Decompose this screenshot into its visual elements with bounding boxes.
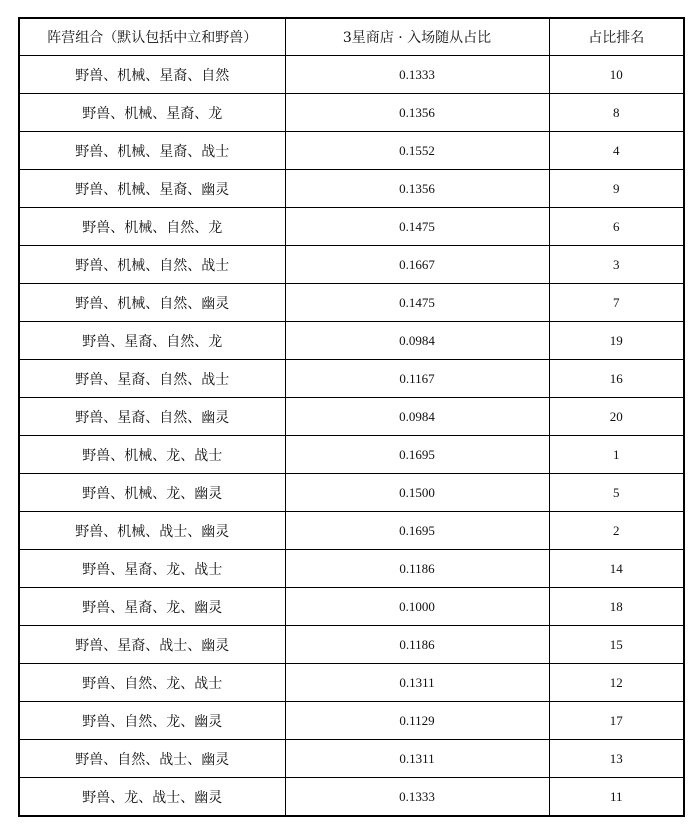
table-row: [19, 550, 684, 588]
cell-rank: 5: [549, 474, 684, 512]
cell-ratio: 0.1129: [285, 702, 549, 740]
cell-ratio: 0.1186: [285, 550, 549, 588]
cell-composition: 野兽、机械、自然、幽灵: [19, 284, 285, 322]
cell-composition: 野兽、星裔、战士、幽灵: [19, 626, 285, 664]
table-row: [19, 56, 684, 94]
cell-ratio: 0.1667: [285, 246, 549, 284]
cell-ratio: 0.1311: [285, 740, 549, 778]
cell-rank: 7: [549, 284, 684, 322]
cell-ratio: 0.1356: [285, 170, 549, 208]
table-row: [19, 740, 684, 778]
table-row: [19, 132, 684, 170]
cell-composition: 野兽、机械、星裔、战士: [19, 132, 285, 170]
table-row: [19, 94, 684, 132]
cell-composition: 野兽、自然、龙、幽灵: [19, 702, 285, 740]
table-row: [19, 512, 684, 550]
cell-ratio: 0.1475: [285, 284, 549, 322]
cell-composition: 野兽、机械、自然、战士: [19, 246, 285, 284]
cell-ratio: 0.1311: [285, 664, 549, 702]
table-row: [19, 246, 684, 284]
table-row: [19, 626, 684, 664]
cell-composition: 野兽、机械、星裔、自然: [19, 56, 285, 94]
cell-rank: 8: [549, 94, 684, 132]
cell-ratio: 0.1475: [285, 208, 549, 246]
cell-ratio: 0.1552: [285, 132, 549, 170]
table-row: [19, 170, 684, 208]
cell-composition: 野兽、星裔、自然、龙: [19, 322, 285, 360]
cell-ratio: 0.1695: [285, 512, 549, 550]
cell-ratio: 0.1167: [285, 360, 549, 398]
cell-rank: 1: [549, 436, 684, 474]
cell-composition: 野兽、自然、龙、战士: [19, 664, 285, 702]
cell-rank: 19: [549, 322, 684, 360]
cell-composition: 野兽、机械、战士、幽灵: [19, 512, 285, 550]
cell-rank: 9: [549, 170, 684, 208]
cell-rank: 15: [549, 626, 684, 664]
cell-composition: 野兽、龙、战士、幽灵: [19, 778, 285, 817]
cell-rank: 2: [549, 512, 684, 550]
cell-rank: 6: [549, 208, 684, 246]
table-row: [19, 588, 684, 626]
cell-ratio: 0.1186: [285, 626, 549, 664]
header-rank: 占比排名: [549, 18, 684, 56]
cell-ratio: 0.1695: [285, 436, 549, 474]
table-header-row: [19, 18, 684, 56]
cell-composition: 野兽、机械、龙、幽灵: [19, 474, 285, 512]
cell-rank: 13: [549, 740, 684, 778]
cell-composition: 野兽、机械、龙、战士: [19, 436, 285, 474]
table-row: [19, 360, 684, 398]
table-row: [19, 702, 684, 740]
cell-composition: 野兽、机械、星裔、龙: [19, 94, 285, 132]
cell-ratio: 0.1333: [285, 778, 549, 817]
cell-ratio: 0.1000: [285, 588, 549, 626]
cell-rank: 17: [549, 702, 684, 740]
cell-composition: 野兽、星裔、自然、幽灵: [19, 398, 285, 436]
cell-rank: 20: [549, 398, 684, 436]
cell-ratio: 0.1500: [285, 474, 549, 512]
table-row: [19, 474, 684, 512]
header-ratio: 3星商店 · 入场随从占比: [285, 18, 549, 56]
composition-ratio-table: [18, 17, 685, 817]
cell-composition: 野兽、机械、自然、龙: [19, 208, 285, 246]
cell-composition: 野兽、星裔、自然、战士: [19, 360, 285, 398]
table-row: [19, 208, 684, 246]
table-row: [19, 436, 684, 474]
cell-ratio: 0.1333: [285, 56, 549, 94]
cell-rank: 18: [549, 588, 684, 626]
cell-composition: 野兽、机械、星裔、幽灵: [19, 170, 285, 208]
cell-rank: 14: [549, 550, 684, 588]
cell-composition: 野兽、星裔、龙、战士: [19, 550, 285, 588]
cell-rank: 10: [549, 56, 684, 94]
cell-rank: 11: [549, 778, 684, 817]
cell-composition: 野兽、星裔、龙、幽灵: [19, 588, 285, 626]
cell-ratio: 0.0984: [285, 398, 549, 436]
cell-rank: 16: [549, 360, 684, 398]
table-row: [19, 322, 684, 360]
cell-rank: 3: [549, 246, 684, 284]
table-row: [19, 398, 684, 436]
table-body: [19, 56, 684, 817]
cell-ratio: 0.1356: [285, 94, 549, 132]
cell-rank: 4: [549, 132, 684, 170]
header-composition: 阵营组合（默认包括中立和野兽）: [19, 18, 285, 56]
cell-rank: 12: [549, 664, 684, 702]
cell-composition: 野兽、自然、战士、幽灵: [19, 740, 285, 778]
table-row: [19, 664, 684, 702]
cell-ratio: 0.0984: [285, 322, 549, 360]
table-row: [19, 778, 684, 817]
table-row: [19, 284, 684, 322]
